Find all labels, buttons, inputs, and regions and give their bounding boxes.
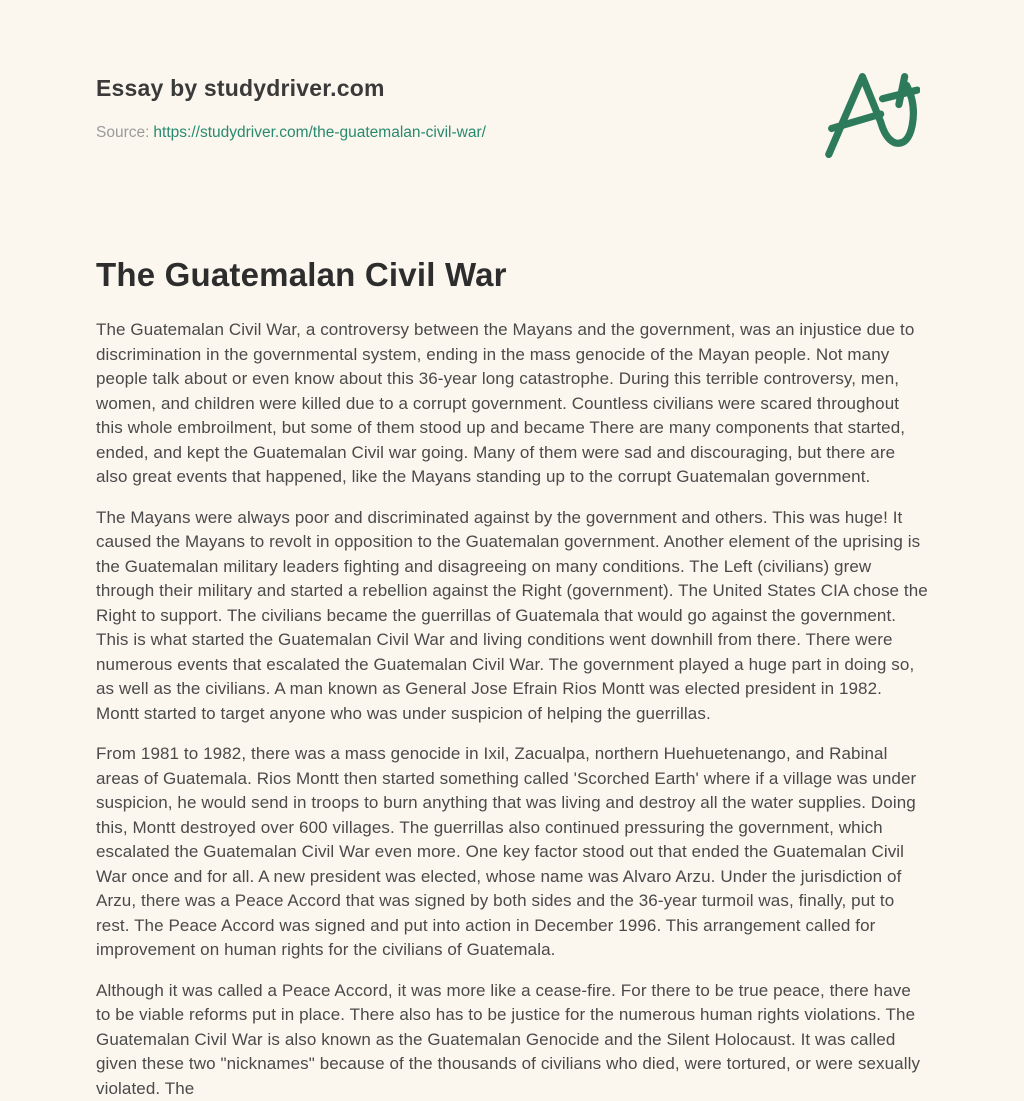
essay-paragraph-1: The Guatemalan Civil War, a controversy between the Mayans and the government, was an injustice due to discrimination in the governmental system, ending in the mass genocide of the Mayan people. Not many people talk about or even know about this 36-year long catastrophe. During this terrible controversy, men, women, and children were killed due to a corrupt government. Countless civilians were scared throughout this whole embroilment, but some of them stood up and became There are many components that started, ended, and kept the Guatemalan Civil war going. Many of them were sad and discouraging, but there are also great events that happened, like the Mayans standing up to the corrupt Guatemalan government. [96, 318, 928, 490]
essay-paragraph-2: The Mayans were always poor and discriminated against by the government and others. This was huge! It caused the Mayans to revolt in opposition to the Guatemalan government. Another element of the uprising is the Guatemalan military leaders fighting and disagreeing on many conditions. The Left (civilians) grew through their military and started a rebellion against the Right (government). The United States CIA chose the Right to support. The civilians became the guerrillas of Guatemala that would go against the government. This is what started the Guatemalan Civil War and living conditions went downhill from there. There were numerous events that escalated the Guatemalan Civil War. The government played a huge part in doing so, as well as the civilians. A man known as General Jose Efrain Rios Montt was elected president in 1982. Montt started to target anyone who was under suspicion of helping the guerrillas. [96, 506, 928, 727]
essay-paragraph-3: From 1981 to 1982, there was a mass genocide in Ixil, Zacualpa, northern Huehuetenango, and Rabinal areas of Guatemala. Rios Montt then started something called 'Scorched Earth' where if a village was under suspicion, he would send in troops to burn anything that was living and destroy all the water supplies. Doing this, Montt destroyed over 600 villages. The guerrillas also continued pressuring the government, which escalated the Guatemalan Civil War even more. One key factor stood out that ended the Guatemalan Civil War once and for all. A new president was elected, whose name was Alvaro Arzu. Under the jurisdiction of Arzu, there was a Peace Accord that was signed by both sides and the 36-year turmoil was, finally, put to rest. The Peace Accord was signed and put into action in December 1996. This arrangement called for improvement on human rights for the civilians of Guatemala. [96, 742, 928, 963]
site-title: Essay by studydriver.com [96, 74, 928, 102]
essay-content [96, 254, 928, 1101]
a-plus-logo-icon [824, 68, 920, 164]
essay-paragraph-4: Although it was called a Peace Accord, it was more like a cease-fire. For there to be true peace, there have to be viable reforms put in place. There also has to be justice for the numerous human rights violations. The Guatemalan Civil War is also known as the Guatemalan Genocide and the Silent Holocaust. It was called given these two "nicknames" because of the thousands of civilians who died, were tortured, or were sexually violated. The [96, 979, 928, 1101]
source-line [96, 123, 928, 142]
page-header [96, 0, 928, 142]
studydriver-logo [824, 68, 920, 164]
essay-body [96, 318, 928, 1101]
source-label: Source: [96, 124, 149, 141]
essay-title: The Guatemalan Civil War [96, 254, 928, 295]
source-link[interactable]: https://studydriver.com/the-guatemalan-civil-war/ [153, 124, 486, 141]
